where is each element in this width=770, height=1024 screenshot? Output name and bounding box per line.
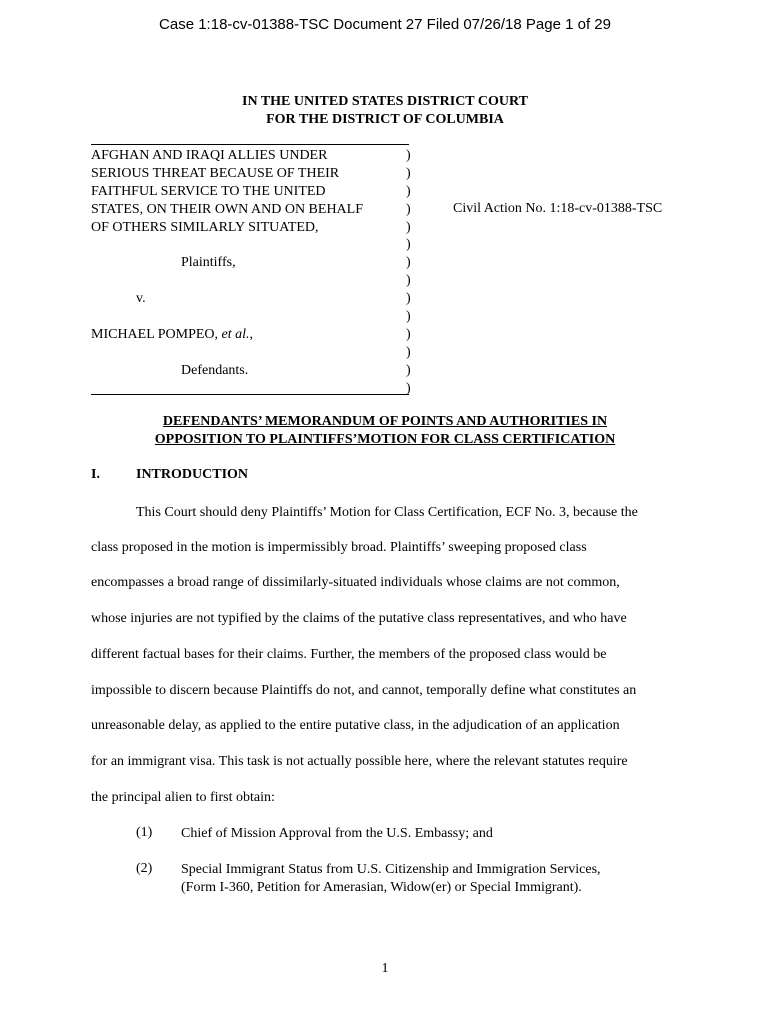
page-number: 1 bbox=[381, 961, 389, 976]
list-item-text: Chief of Mission Approval from the U.S. Embassy; and bbox=[181, 826, 493, 841]
et-al: et al. bbox=[221, 326, 250, 342]
body-line: for an immigrant visa. This task is not actually possible here, where the relevant statutes require bbox=[91, 754, 628, 769]
plaintiff-name-line: SERIOUS THREAT BECAUSE OF THEIR bbox=[91, 165, 340, 181]
list-item-text-continued: (Form I-360, Petition for Amerasian, Widow(er) or Special Immigrant). bbox=[181, 880, 582, 895]
memo-title-line1: DEFENDANTS’ MEMORANDUM OF POINTS AND AUTHORITIES IN bbox=[162, 414, 608, 429]
case-caption bbox=[91, 147, 363, 380]
defendants-label: Defendants. bbox=[181, 362, 249, 378]
body-line: This Court should deny Plaintiffs’ Motion for Class Certification, ECF No. 3, because the bbox=[136, 505, 638, 520]
list-item-number: (2) bbox=[136, 861, 153, 876]
plaintiff-name-line: FAITHFUL SERVICE TO THE UNITED bbox=[91, 183, 326, 199]
body-line: class proposed in the motion is impermissibly broad. Plaintiffs’ sweeping proposed class bbox=[91, 540, 587, 555]
section-title: INTRODUCTION bbox=[136, 467, 249, 482]
body-line: the principal alien to first obtain: bbox=[91, 790, 275, 805]
list-item-number: (1) bbox=[136, 825, 153, 840]
case-header: Case 1:18-cv-01388-TSC Document 27 Filed 07/26/18 Page 1 of 29 bbox=[159, 16, 611, 33]
memo-title-line2: OPPOSITION TO PLAINTIFFS’MOTION FOR CLASS CERTIFICATION bbox=[154, 432, 616, 447]
body-line: different factual bases for their claims. Further, the members of the proposed class would be bbox=[91, 647, 607, 662]
civil-action-number: Civil Action No. 1:18-cv-01388-TSC bbox=[453, 201, 663, 216]
caption-parentheses: ) ) ) ) ) ) ) ) ) ) ) ) ) ) bbox=[406, 148, 411, 396]
section-number: I. bbox=[91, 467, 100, 482]
plaintiff-name-line: OF OTHERS SIMILARLY SITUATED, bbox=[91, 219, 319, 235]
section-heading bbox=[91, 467, 248, 483]
defendant-name: MICHAEL POMPEO, et al., bbox=[91, 326, 254, 342]
body-line: unreasonable delay, as applied to the entire putative class, in the adjudication of an application bbox=[91, 718, 620, 733]
plaintiff-name-line: AFGHAN AND IRAQI ALLIES UNDER bbox=[91, 148, 328, 163]
plaintiffs-label: Plaintiffs, bbox=[181, 255, 236, 271]
court-title-line1: IN THE UNITED STATES DISTRICT COURT bbox=[242, 94, 528, 109]
versus-label: v. bbox=[136, 291, 146, 307]
plaintiff-name-line: STATES, ON THEIR OWN AND ON BEHALF bbox=[91, 201, 364, 217]
caption-bottom-rule bbox=[91, 394, 409, 395]
list-item-text: Special Immigrant Status from U.S. Citizenship and Immigration Services, bbox=[181, 862, 601, 877]
caption-top-rule bbox=[91, 144, 409, 145]
body-line: encompasses a broad range of dissimilarly-situated individuals whose claims are not common, bbox=[91, 575, 620, 590]
body-line: impossible to discern because Plaintiffs do not, and cannot, temporally define what constitutes an bbox=[91, 683, 637, 698]
court-title-line2: FOR THE DISTRICT OF COLUMBIA bbox=[266, 112, 504, 127]
body-line: whose injuries are not typified by the claims of the putative class representatives, and who have bbox=[91, 611, 627, 626]
